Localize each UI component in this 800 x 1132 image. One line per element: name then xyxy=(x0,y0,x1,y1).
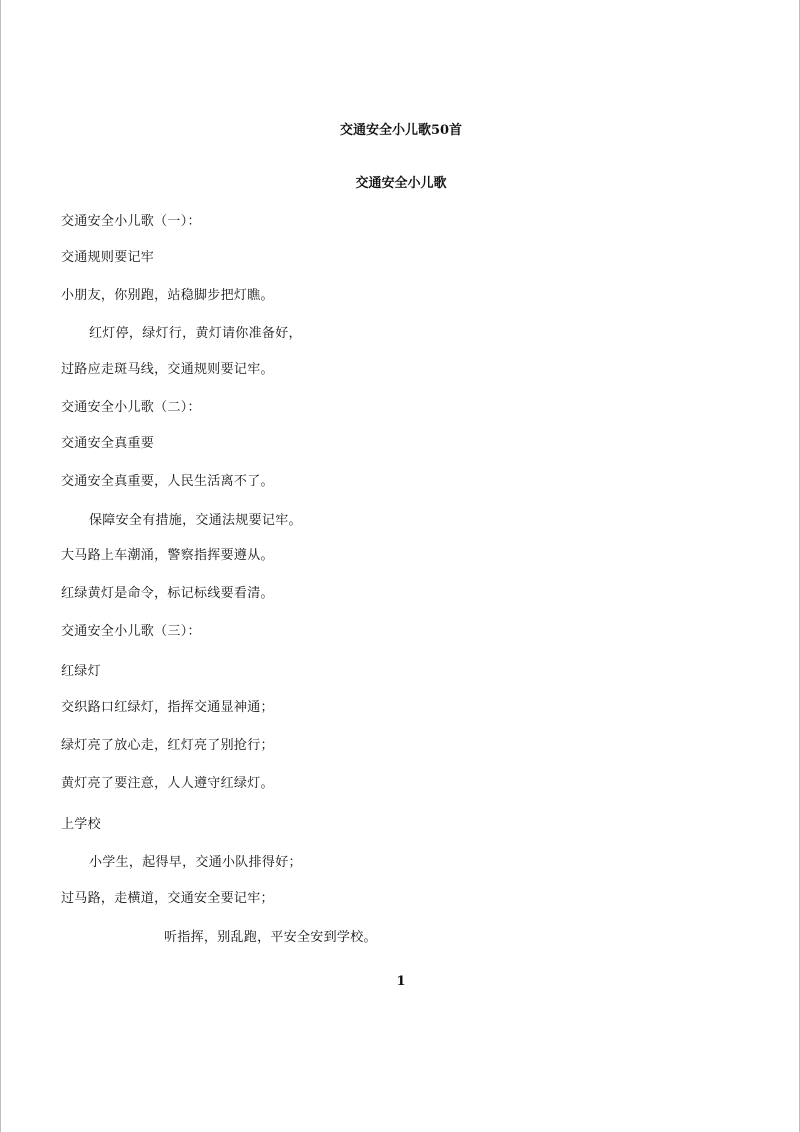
poem-line: 黄灯亮了要注意，人人遵守红绿灯。 xyxy=(61,776,274,791)
document-subtitle: 交通安全小儿歌 xyxy=(355,176,447,191)
section-heading-3: 交通安全小儿歌（三）： xyxy=(61,624,201,639)
page-number: 1 xyxy=(396,974,406,989)
poem-title-1: 交通规则要记牢 xyxy=(61,250,155,265)
section-heading-1: 交通安全小儿歌（一）： xyxy=(61,214,201,229)
poem-line: 红绿黄灯是命令，标记标线要看清。 xyxy=(61,586,274,601)
poem-line: 交织路口红绿灯，指挥交通显神通； xyxy=(61,700,274,715)
section-heading-2: 交通安全小儿歌（二）： xyxy=(61,400,201,415)
poem-title-4: 上学校 xyxy=(61,817,101,832)
poem-line: 绿灯亮了放心走，红灯亮了别抢行； xyxy=(61,738,274,753)
poem-title-3: 红绿灯 xyxy=(61,664,101,679)
poem-line: 大马路上车潮涌，警察指挥要遵从。 xyxy=(61,548,274,563)
poem-line: 过路应走斑马线，交通规则要记牢。 xyxy=(61,362,274,377)
document-title: 交通安全小儿歌50首 xyxy=(339,123,463,138)
poem-line: 小学生，起得早，交通小队排得好； xyxy=(89,855,302,870)
poem-line: 小朋友，你别跑，站稳脚步把灯瞧。 xyxy=(61,288,274,303)
poem-line: 红灯停，绿灯行，黄灯请你准备好， xyxy=(89,326,302,341)
poem-line: 听指挥，别乱跑，平安全安到学校。 xyxy=(164,930,377,945)
poem-line: 保障安全有措施，交通法规要记牢。 xyxy=(89,513,302,528)
poem-line: 交通安全真重要，人民生活离不了。 xyxy=(61,474,274,489)
poem-title-2: 交通安全真重要 xyxy=(61,436,155,451)
poem-line: 过马路，走横道，交通安全要记牢； xyxy=(61,891,274,906)
